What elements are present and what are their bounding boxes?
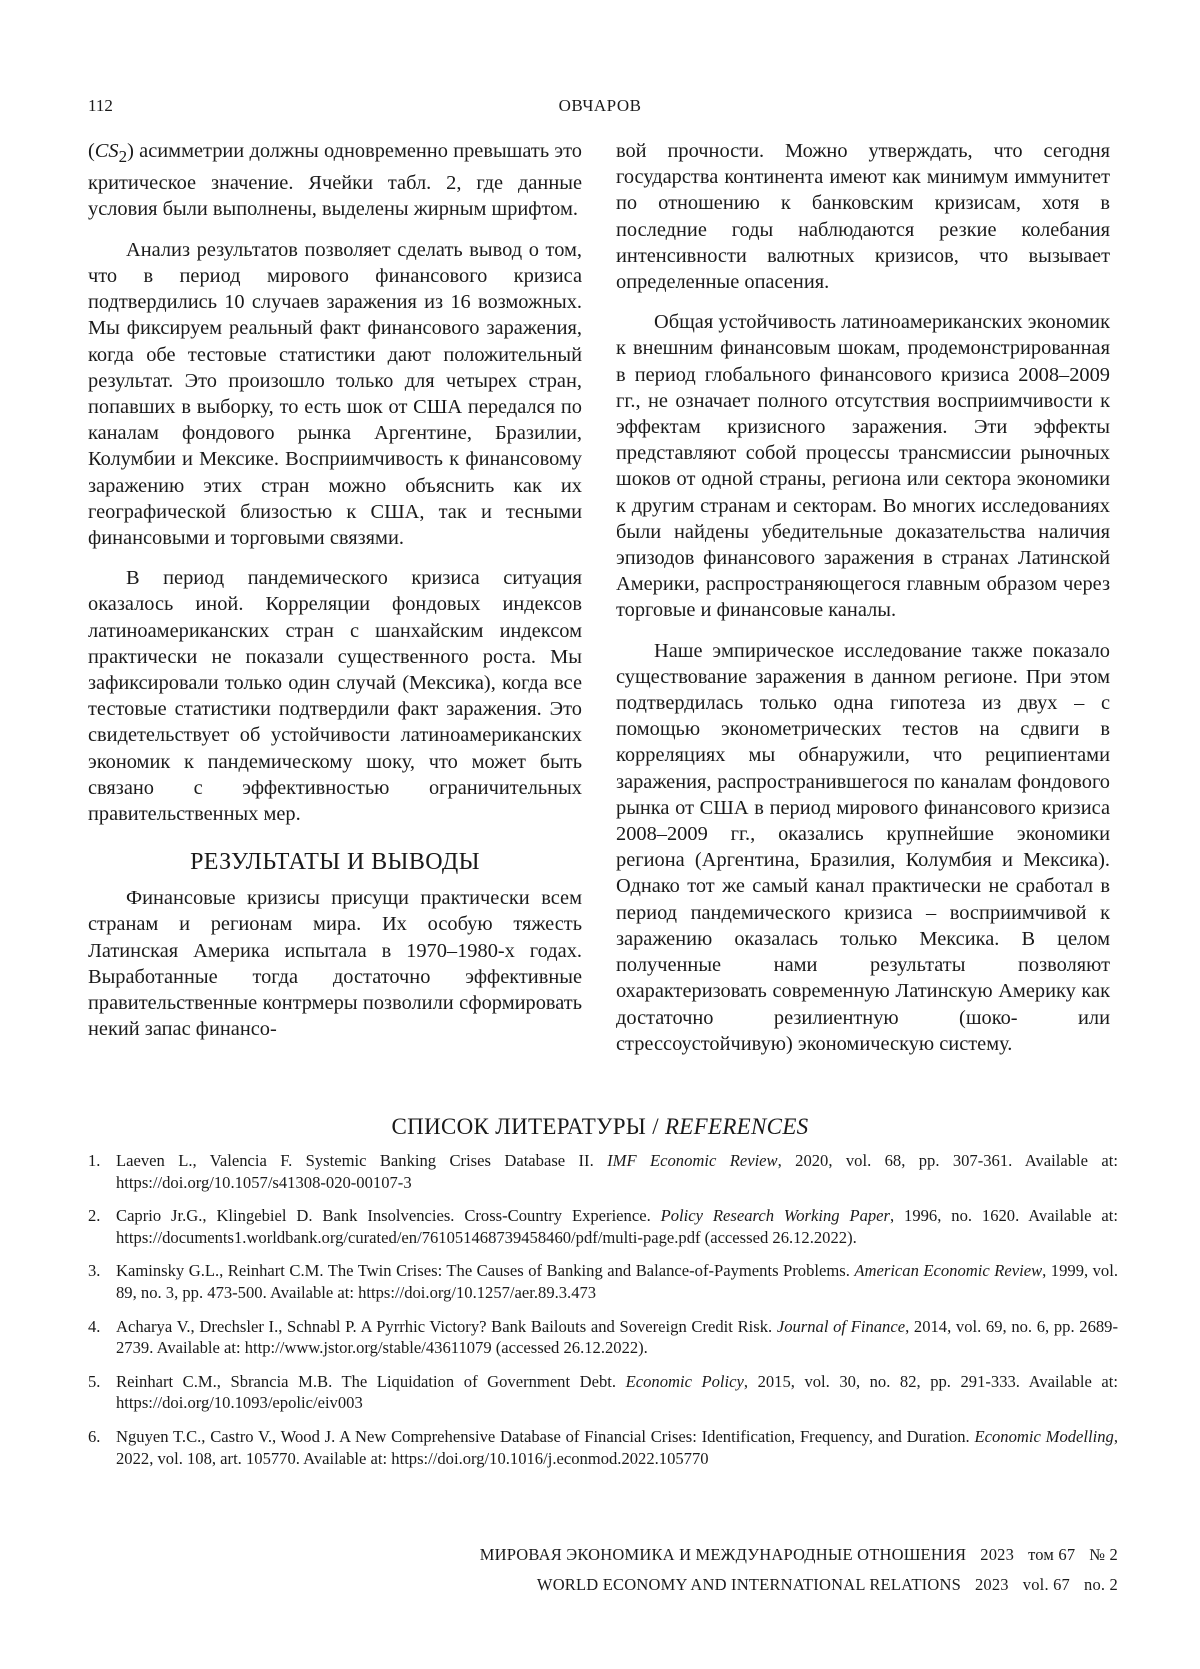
reference-journal: IMF Economic Review — [607, 1151, 778, 1170]
section-heading: РЕЗУЛЬТАТЫ И ВЫВОДЫ — [190, 849, 480, 876]
right-column — [616, 138, 1110, 1071]
references-heading-en: REFERENCES — [664, 1114, 809, 1139]
reference-journal: Journal of Finance — [776, 1316, 906, 1336]
left-column — [88, 138, 582, 1056]
running-head-author: ОВЧАРОВ — [558, 96, 642, 115]
reference-item — [88, 1260, 1118, 1303]
page-number: 112 — [88, 96, 113, 115]
reference-item — [88, 1205, 1118, 1248]
reference-item — [88, 1150, 1118, 1193]
reference-number: 3. — [88, 1261, 101, 1281]
reference-number: 6. — [88, 1426, 101, 1446]
reference-number: 1. — [88, 1151, 101, 1170]
footer-journal-ru — [480, 1545, 1118, 1565]
reference-journal: Policy Research Working Paper — [660, 1206, 890, 1226]
reference-journal: American Economic Review — [854, 1261, 1043, 1281]
paragraph — [88, 138, 582, 223]
footer-issue: no. 2 — [1084, 1575, 1118, 1594]
reference-item — [88, 1316, 1118, 1359]
footer-year: 2023 — [974, 1575, 1009, 1594]
reference-details: , 2020, vol. 68, pp. 307-361. Available at: https://doi.org/10.1057/s41308-020-00107-3 — [116, 1151, 1118, 1192]
footer-journal-name: WORLD ECONOMY AND INTERNATIONAL RELATIONS — [536, 1575, 961, 1594]
paragraph-text: ) асимметрии должны одновременно превышать это критическое значение. Ячейки табл. 2, где данные условия были выполнены, выделены жирным шрифтом. — [88, 140, 582, 221]
body-columns — [88, 138, 1118, 1104]
reference-authors-title: Acharya V., Drechsler I., Schnabl P. A Pyrrhic Victory? Bank Bailouts and Sovereign Credit Risk. — [116, 1316, 777, 1336]
footer-issue: № 2 — [1089, 1545, 1118, 1564]
reference-authors-title: Caprio Jr.G., Klingebiel D. Bank Insolvencies. Cross-Country Experience. — [116, 1206, 661, 1226]
footer-year: 2023 — [980, 1545, 1015, 1564]
reference-item — [88, 1426, 1118, 1469]
paragraph: Общая устойчивость латиноамериканских экономик к внешним финансовым шокам, продемонстрированная в период глобального финансового кризиса 2008–2009 гг., не означает полного отсутствия восприимчивости к эффектам кризисного заражения. Эти эффекты представляют собой процессы трансмиссии рыночных шоков от одной страны, региона или сектора экономики к другим странам и секторам. Во многих исследованиях были найдены убедительные доказательства наличия эпизодов финансового заражения в странах Латинской Америки, распространяющегося главным образом через торговые и финансовые каналы. — [616, 311, 1110, 622]
reference-authors-title: Reinhart C.M., Sbrancia M.B. The Liquidation of Government Debt. — [116, 1371, 626, 1391]
reference-details: , 2015, vol. 30, no. 82, pp. 291-333. Available at: https://doi.org/10.1093/epolic/eiv003 — [116, 1371, 1118, 1413]
footer-volume: vol. 67 — [1022, 1575, 1070, 1594]
reference-details: , 1999, vol. 89, no. 3, pp. 473-500. Available at: https://doi.org/10.1257/aer.89.3.473 — [116, 1261, 1118, 1302]
reference-journal: Economic Policy — [625, 1371, 744, 1391]
paragraph: В период пандемического кризиса ситуация оказалось иной. Корреляции фондовых индексов латиноамериканских стран с шанхайским индексом практически не показали существенного роста. Мы зафиксировали только один случай (Мексика), когда все тестовые статистики подтвердили факт заражения. Это свидетельствует об устойчивости латиноамериканских экономик к пандемическому шоку, что может быть связано с эффективностью ограничительных правительственных мер. — [88, 567, 582, 825]
reference-journal: Economic Modelling — [974, 1426, 1114, 1446]
reference-item — [88, 1371, 1118, 1414]
paragraph: Анализ результатов позволяет сделать вывод о том, что в период мирового финансового кризиса подтвердились 10 случаев заражения из 16 возможных. Мы фиксируем реальный факт финансового заражения, когда обе тестовые статистики дают положительный результат. Это произошло только для четырех стран, попавших в выборку, то есть шок от США передался по каналам фондового рынка Аргентине, Бразилии, Колумбии и Мексике. Восприимчивость к финансовому заражению этих стран можно объяснить как их географической близостью к США, так и тесными финансовыми и торговыми связями. — [88, 238, 582, 549]
symbol-subscript: 2 — [118, 147, 128, 167]
references-heading — [0, 1112, 1200, 1142]
paren-open: ( — [88, 140, 95, 162]
reference-number: 2. — [88, 1206, 101, 1226]
paragraph: Финансовые кризисы присущи практически всем странам и регионам мира. Их особую тяжесть Латинская Америка испытала в 1970–1980-х годах. Выработанные тогда достаточно эффективные правительственные контрмеры позволили сформировать некий запас финансо- — [88, 887, 582, 1041]
footer-journal-en — [537, 1575, 1118, 1595]
reference-authors-title: Laeven L., Valencia F. Systemic Banking Crises Database II. — [116, 1151, 608, 1170]
footer-journal-name: МИРОВАЯ ЭКОНОМИКА И МЕЖДУНАРОДНЫЕ ОТНОШЕНИЯ — [479, 1545, 967, 1564]
reference-number: 4. — [88, 1316, 101, 1336]
paragraph: вой прочности. Можно утверждать, что сегодня государства континента имеют как минимум иммунитет по отношению к банковским кризисам, хотя в последние годы наблюдаются резкие колебания интенсивности валютных кризисов, что вызывает определенные опасения. — [616, 140, 1110, 294]
references-heading-ru: СПИСОК ЛИТЕРАТУРЫ / — [391, 1114, 665, 1139]
reference-details: , 2014, vol. 69, no. 6, pp. 2689-2739. Available at: http://www.jstor.org/stable/43611079 (accessed 26.12.2022). — [116, 1316, 1118, 1358]
references-list — [88, 1150, 1118, 1481]
reference-number: 5. — [88, 1371, 101, 1391]
reference-details: , 2022, vol. 108, art. 105770. Available at: https://doi.org/10.1016/j.econmod.2022.105770 — [116, 1426, 1118, 1468]
symbol-cs: CS — [94, 140, 119, 162]
reference-authors-title: Nguyen T.C., Castro V., Wood J. A New Comprehensive Database of Financial Crises: Identification, Frequency, and Duration. — [116, 1426, 975, 1446]
paragraph: Наше эмпирическое исследование также показало существование заражения в данном регионе. При этом подтвердилась только одна гипотеза из двух – с помощью эконометрических тестов на сдвиги в корреляциях мы обнаружили, что реципиентами заражения, распространившегося по каналам фондового рынка от США в период мирового финансового кризиса 2008–2009 гг., оказались крупнейшие экономики региона (Аргентина, Бразилия, Колумбия и Мексика). Однако тот же самый канал практически не сработал в период пандемического кризиса – восприимчивой к заражению оказалась только Мексика. В целом полученные нами результаты позволяют охарактеризовать современную Латинскую Америку как достаточно резилиентную (шоко- или стрессоустойчивую) экономическую систему. — [616, 639, 1110, 1055]
footer-volume: том 67 — [1028, 1545, 1076, 1564]
reference-details: , 1996, no. 1620. Available at: https://documents1.worldbank.org/curated/en/761051468739458460/pdf/multi-page.pdf (accessed 26.12.2022). — [116, 1206, 1118, 1247]
reference-authors-title: Kaminsky G.L., Reinhart C.M. The Twin Crises: The Causes of Banking and Balance-of-Payments Problems. — [116, 1261, 855, 1281]
